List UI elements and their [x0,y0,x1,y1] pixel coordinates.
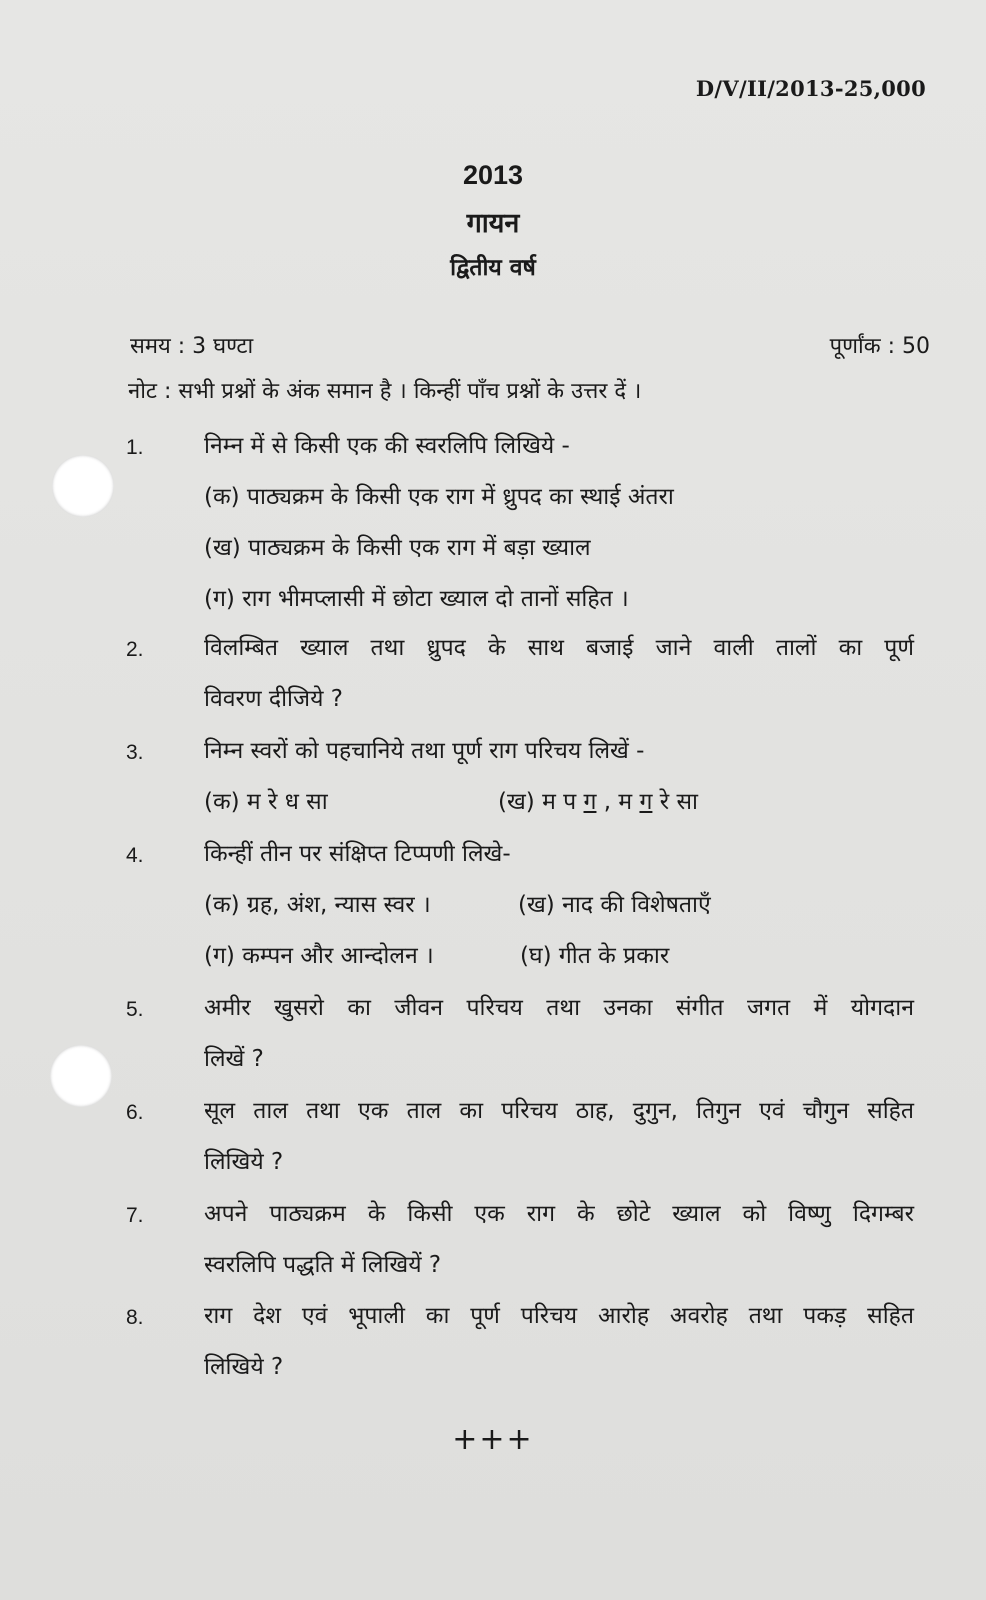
question-number: 1. [126,436,144,459]
paper-code: D/V/II/2013-25,000 [695,76,926,101]
question-text-line-1: अपने पाठ्यक्रम के किसी एक राग के छोटे ख्याल को विष्णु दिगम्बर [204,1201,914,1227]
punch-hole [52,455,114,517]
question-number: 8. [126,1306,144,1329]
komal-swar-2: ग [639,789,653,815]
question-text-line-1: राग देश एवं भूपाली का पूर्ण परिचय आरोह अवरोह तथा पकड़ सहित [204,1303,914,1329]
punch-hole [50,1045,112,1107]
question-text-line-1: सूल ताल तथा एक ताल का परिचय ठाह, दुगुन, तिगुन एवं चौगुन सहित [204,1098,914,1124]
option-kha-suffix: रे सा [652,789,698,815]
instruction-note: नोट : सभी प्रश्नों के अंक समान है । किन्हीं पाँच प्रश्नों के उत्तर दें । [128,379,642,404]
komal-swar-1: ग [583,789,597,815]
subject-title: गायन [466,208,520,239]
option-kha [498,784,698,816]
question-text-line-1: विलम्बित ख्याल तथा ध्रुपद के साथ बजाई जाने वाली तालों का पूर्ण [204,635,914,661]
question-number: 5. [126,998,144,1021]
option-kha: (ख) पाठ्यक्रम के किसी एक राग में बड़ा ख्याल [204,535,591,561]
question-text-line-2: लिखिये ? [204,1354,284,1380]
question-number: 7. [126,1204,144,1227]
question-number: 2. [126,638,144,661]
question-text: निम्न स्वरों को पहचानिये तथा पूर्ण राग परिचय लिखें - [204,738,645,764]
option-gha: (घ) गीत के प्रकार [520,943,670,969]
option-ka: (क) म रे ध सा [204,789,328,815]
question-text: निम्न में से किसी एक की स्वरलिपि लिखिये - [204,433,570,459]
question-number: 6. [126,1101,144,1124]
question-text-line-1: अमीर खुसरो का जीवन परिचय तथा उनका संगीत जगत में योगदान [204,995,914,1021]
question-number: 3. [126,741,144,764]
option-kha-prefix: (ख) म प [498,789,584,815]
level-title: द्वितीय वर्ष [450,255,536,281]
exam-year: 2013 [462,160,524,190]
option-kha-mid: , म [596,789,640,815]
option-ka: (क) ग्रह, अंश, न्यास स्वर । [204,892,431,918]
question-text: किन्हीं तीन पर संक्षिप्त टिप्पणी लिखे- [204,841,511,867]
question-number: 4. [126,844,144,867]
max-marks: पूर्णांक : 50 [829,334,930,359]
option-ga: (ग) कम्पन और आन्दोलन । [204,943,434,969]
time-allowed: समय : 3 घण्टा [130,334,254,359]
option-ga: (ग) राग भीमप्लासी में छोटा ख्याल दो तानों सहित । [204,586,629,612]
option-kha: (ख) नाद की विशेषताएँ [518,892,711,918]
question-text-line-2: लिखिये ? [204,1149,284,1175]
end-of-paper-mark: +++ [452,1422,534,1457]
question-text-line-2: लिखें ? [204,1046,264,1072]
option-ka: (क) पाठ्यक्रम के किसी एक राग में ध्रुपद का स्थाई अंतरा [204,484,674,510]
question-text-line-2: विवरण दीजिये ? [204,686,343,712]
question-text-line-2: स्वरलिपि पद्धति में लिखियें ? [204,1252,442,1278]
